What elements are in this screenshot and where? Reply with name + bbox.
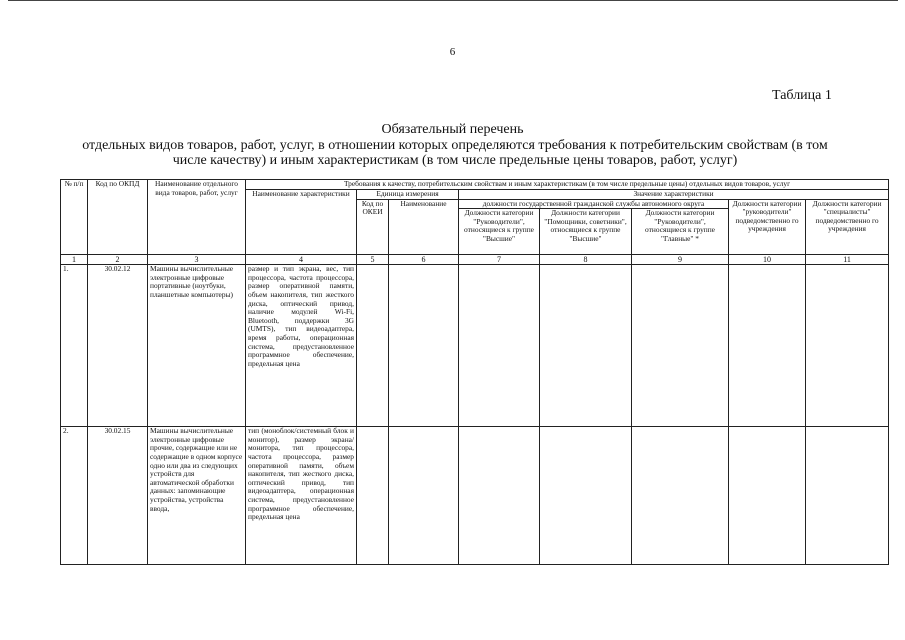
row-characteristics: тип (моноблок/системный блок и монитор), размер экрана/монитора, тип процессора, частота процессора, размер оперативной памяти, объем накопителя, тип жесткого диска, оптический привод, тип видеоадаптера, операционная система, предустановленное программное обеспечение, предельная цена	[246, 427, 357, 565]
column-number: 3	[148, 255, 246, 265]
header-product-name: Наименование отдельного вида товаров, работ, услуг	[148, 180, 246, 255]
table-row	[61, 265, 889, 427]
header-characteristic-name: Наименование характеристики	[246, 190, 357, 255]
document-subtitle: отдельных видов товаров, работ, услуг, в отношении которых определяются требования к потребительским свойствам (в том числе качеству) и иным характеристикам (в том числе предельные цены товаров, работ, услуг)	[82, 138, 828, 168]
column-number: 7	[459, 255, 540, 265]
row-okpd-code: 30.02.15	[88, 427, 148, 565]
row-value-cell	[729, 265, 806, 427]
requirements-table	[60, 179, 889, 565]
row-unit-name-cell	[389, 265, 459, 427]
row-number: 2.	[61, 427, 88, 565]
page-top-border	[8, 0, 898, 1]
column-number: 5	[357, 255, 389, 265]
header-unit-name: Наименование	[389, 199, 459, 255]
row-value-cell	[729, 427, 806, 565]
column-number: 11	[806, 255, 889, 265]
header-unit: Единица измерения	[357, 190, 459, 200]
row-value-cell	[459, 265, 540, 427]
row-value-cell	[540, 427, 632, 565]
header-okpd: Код по ОКПД	[88, 180, 148, 255]
row-product-name: Машины вычислительные электронные цифровые прочие, содержащие или не содержащие в одном корпусе одно или два из следующих устройств для автоматической обработки данных: запоминающие устройства, устройства ввода,	[148, 427, 246, 565]
column-number: 9	[632, 255, 729, 265]
row-value-cell	[459, 427, 540, 565]
row-characteristics: размер и тип экрана, вес, тип процессора, частота процессора, размер оперативной памяти, объем накопителя, тип жесткого диска, оптический привод, наличие модулей Wi-Fi, Bluetooth, поддержки 3G (UMTS), тип видеоадаптера, время работы, операционная система, предустановленное программное обеспечение, предельная цена	[246, 265, 357, 427]
table-row	[61, 427, 889, 565]
row-value-cell	[806, 265, 889, 427]
column-number: 10	[729, 255, 806, 265]
column-number: 6	[389, 255, 459, 265]
page-number: 6	[449, 46, 456, 58]
row-okei-cell	[357, 427, 389, 565]
row-value-cell	[632, 265, 729, 427]
row-okei-cell	[357, 265, 389, 427]
column-number: 1	[61, 255, 88, 265]
header-no: № п/п	[61, 180, 88, 255]
header-pos-inst-specialists: Должности категории "специалисты" подведомственно го учреждения	[806, 199, 889, 255]
table-label: Таблица 1	[772, 88, 832, 103]
row-value-cell	[632, 427, 729, 565]
column-number: 8	[540, 255, 632, 265]
header-pos-leaders-main: Должности категории "Руководители", относящиеся к группе "Главные" *	[632, 209, 729, 255]
column-number: 2	[88, 255, 148, 265]
header-values: Значение характеристики	[459, 190, 889, 200]
header-gov-positions: должности государственной гражданской службы автономного округа	[459, 199, 729, 209]
header-pos-assistants: Должности категории "Помощники, советники", относящиеся к группе "Высшие"	[540, 209, 632, 255]
row-product-name: Машины вычислительные электронные цифровые портативные (ноутбуки, планшетные компьютеры)	[148, 265, 246, 427]
row-okpd-code: 30.02.12	[88, 265, 148, 427]
column-number: 4	[246, 255, 357, 265]
row-value-cell	[540, 265, 632, 427]
header-okei: Код по ОКЕИ	[357, 199, 389, 255]
row-value-cell	[806, 427, 889, 565]
header-pos-heads: Должности категории "Руководители", относящиеся к группе "Высшие"	[459, 209, 540, 255]
row-unit-name-cell	[389, 427, 459, 565]
header-pos-inst-heads: Должности категории "руководители" подведомственно го учреждения	[729, 199, 806, 255]
row-number: 1.	[61, 265, 88, 427]
document-title: Обязательный перечень	[381, 122, 524, 137]
header-requirements: Требования к качеству, потребительским свойствам и иным характеристикам (в том числе предельные цены) отдельных видов товаров, услуг	[246, 180, 889, 190]
